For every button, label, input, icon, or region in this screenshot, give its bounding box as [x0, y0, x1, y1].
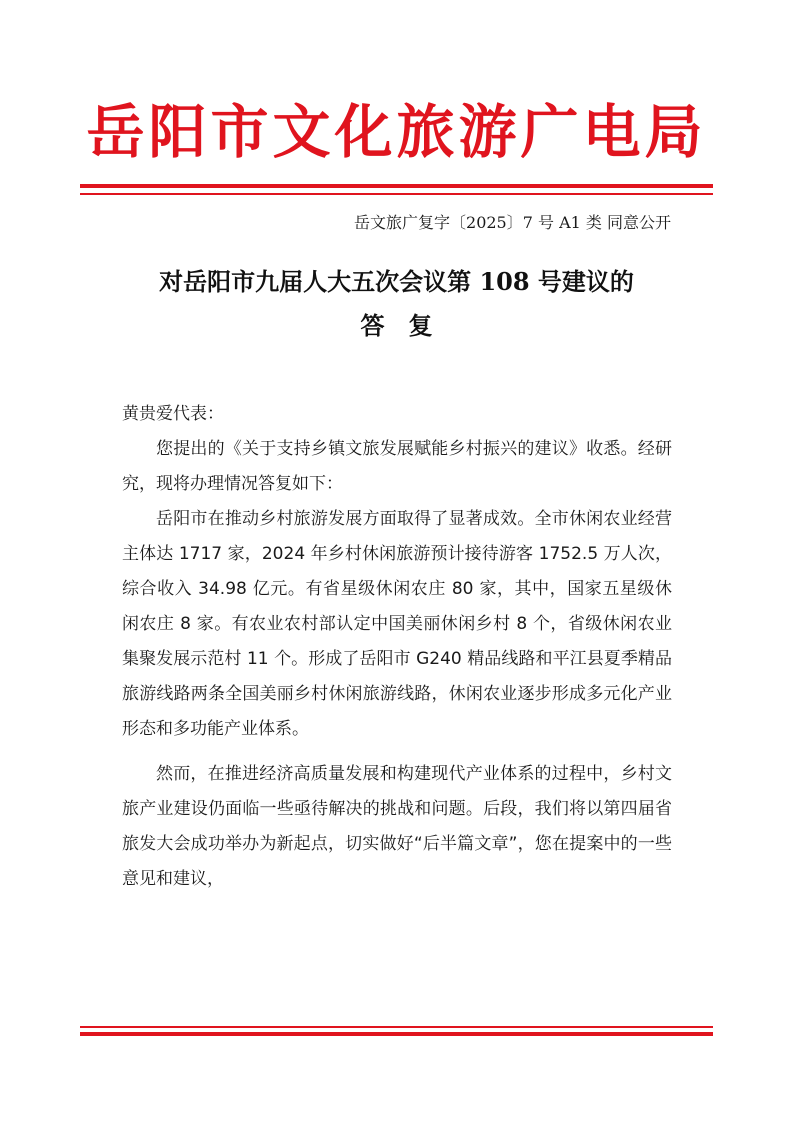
footer-rule-thick: [80, 1032, 713, 1036]
agency-masthead: 岳阳市文化旅游广电局: [86, 98, 707, 166]
document-title-line2: 答复: [360, 311, 457, 340]
document-body: [122, 397, 672, 897]
footer-rule-thin: [80, 1026, 713, 1028]
salutation: 黄贵爱代表：: [122, 404, 224, 424]
body-paragraph: 岳阳市在推动乡村旅游发展方面取得了显著成效。全市休闲农业经营主体达 1717 家，2024 年乡村休闲旅游预计接待游客 1752.5 万人次，综合收入 34.98 亿元。有省星级休闲农庄 80 家，其中，国家五星级休闲农庄 8 家。有农业农村部认定中国美丽休闲乡村 8 个，省级休闲农业集聚发展示范村 11 个。形成了岳阳市 G240 精品线路和平江县夏季精品旅游线路两条全国美丽乡村休闲旅游线路，休闲农业逐步形成多元化产业形态和多功能产业体系。: [122, 509, 672, 739]
masthead-rule-thin: [80, 193, 713, 195]
document-title-line1: 对岳阳市九届人大五次会议第 108 号建议的: [159, 267, 634, 296]
body-paragraph: 您提出的《关于支持乡镇文旅发展赋能乡村振兴的建议》收悉。经研究，现将办理情况答复如下：: [122, 439, 672, 494]
masthead-rule-thick: [80, 184, 713, 188]
body-paragraph: 然而，在推进经济高质量发展和构建现代产业体系的过程中，乡村文旅产业建设仍面临一些亟待解决的挑战和问题。后段，我们将以第四届省旅发大会成功举办为新起点，切实做好“后半篇文章”，您在提案中的一些意见和建议，: [122, 764, 672, 889]
document-number: 岳文旅广复字〔2025〕7 号 A1 类 同意公开: [354, 213, 671, 232]
